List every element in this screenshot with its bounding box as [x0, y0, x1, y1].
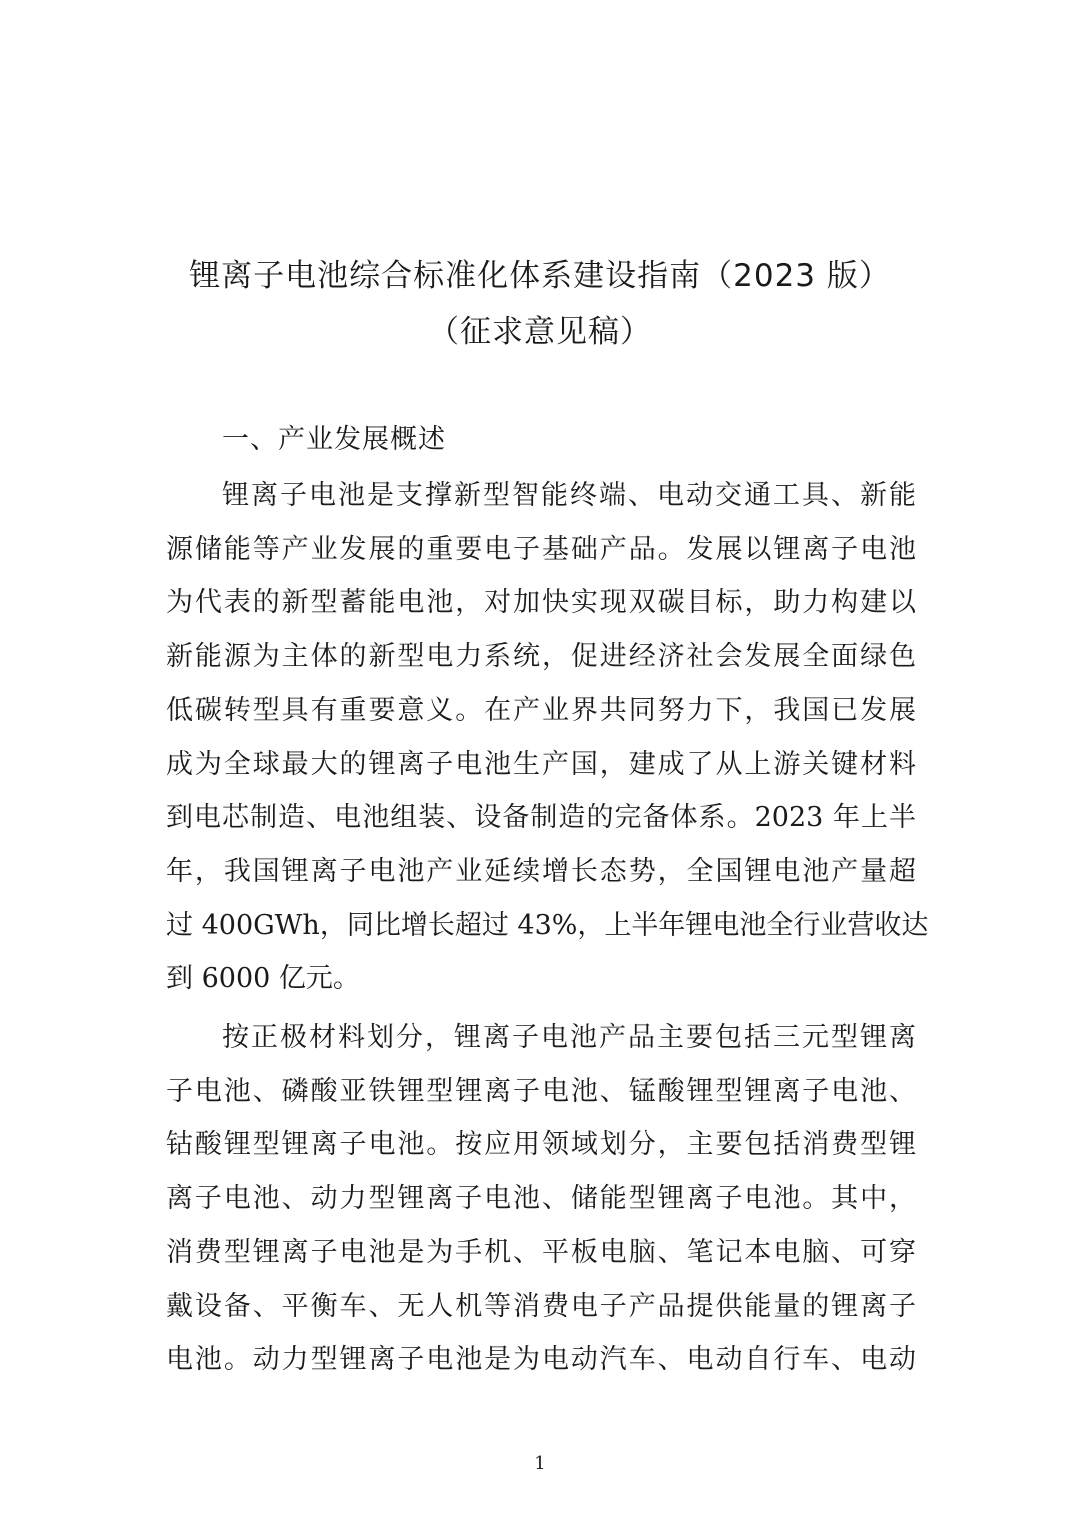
document-title: 锂离子电池综合标准化体系建设指南（2023 版）	[189, 258, 891, 294]
page-number: 1	[534, 1453, 546, 1474]
paragraph-line: 电池。动力型锂离子电池是为电动汽车、电动自行车、电动	[166, 1344, 916, 1375]
paragraph-line: 钴酸锂型锂离子电池。按应用领域划分，主要包括消费型锂	[166, 1129, 916, 1160]
paragraph-line: 到 6000 亿元。	[166, 963, 360, 994]
paragraph-line: 锂离子电池是支撑新型智能终端、电动交通工具、新能	[222, 480, 916, 511]
paragraph-line: 离子电池、动力型锂离子电池、储能型锂离子电池。其中，	[166, 1183, 916, 1214]
paragraph-line: 到电芯制造、电池组装、设备制造的完备体系。2023 年上半	[166, 802, 916, 833]
paragraph-line: 子电池、磷酸亚铁锂型锂离子电池、锰酸锂型锂离子电池、	[166, 1076, 916, 1107]
paragraph-line: 源储能等产业发展的重要电子基础产品。发展以锂离子电池	[166, 534, 916, 565]
paragraph-line: 戴设备、平衡车、无人机等消费电子产品提供能量的锂离子	[166, 1291, 916, 1322]
paragraph-line: 过 400GWh，同比增长超过 43%，上半年锂电池全行业营收达	[166, 910, 929, 941]
paragraph-line: 按正极材料划分，锂离子电池产品主要包括三元型锂离	[222, 1022, 916, 1053]
paragraph-line: 低碳转型具有重要意义。在产业界共同努力下，我国已发展	[166, 695, 916, 726]
paragraph-line: 为代表的新型蓄能电池，对加快实现双碳目标，助力构建以	[166, 587, 916, 618]
paragraph-line: 年，我国锂离子电池产业延续增长态势，全国锂电池产量超	[166, 856, 916, 887]
paragraph-line: 消费型锂离子电池是为手机、平板电脑、笔记本电脑、可穿	[166, 1237, 916, 1268]
paragraph-line: 新能源为主体的新型电力系统，促进经济社会发展全面绿色	[166, 641, 916, 672]
document-subtitle: （征求意见稿）	[428, 314, 652, 350]
paragraph-line: 成为全球最大的锂离子电池生产国，建成了从上游关键材料	[166, 749, 916, 780]
section-heading: 一、产业发展概述	[222, 424, 446, 455]
